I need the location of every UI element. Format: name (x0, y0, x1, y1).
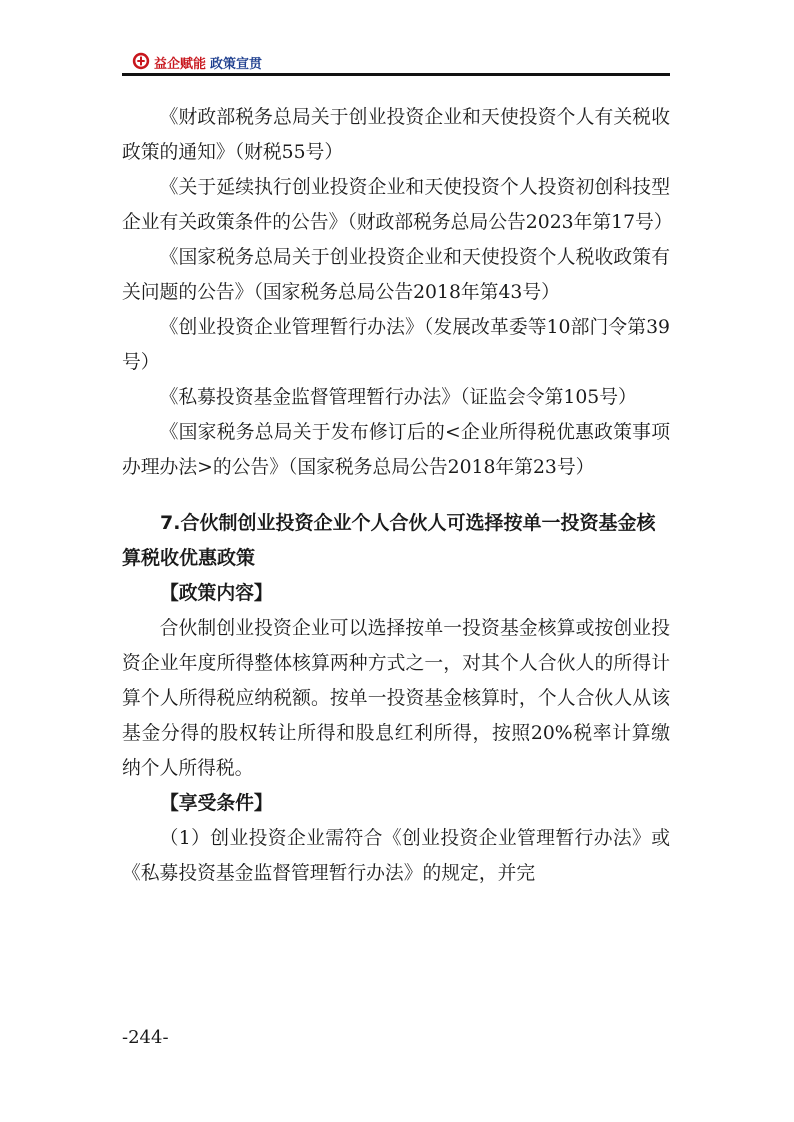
policy-content-label: 【政策内容】 (160, 583, 273, 604)
reference-item: 《国家税务总局关于创业投资企业和天使投资个人税收政策有关问题的公告》（国家税务总局公告2018年第43号） (122, 247, 670, 303)
reference-item: 《财政部税务总局关于创业投资企业和天使投资个人有关税收政策的通知》（财税55号） (122, 107, 670, 163)
reference-item: 《创业投资企业管理暂行办法》（发展改革委等10部门令第39号） (122, 317, 670, 373)
reference-item: 《私募投资基金监督管理暂行办法》（证监会令第105号） (159, 387, 637, 408)
brand-name: 益企赋能 (154, 57, 207, 72)
reference-item: 《国家税务总局关于发布修订后的<企业所得税优惠政策事项办理办法>的公告》（国家税务总局公告2018年第23号） (122, 422, 670, 478)
reference-item: 《关于延续执行创业投资企业和天使投资个人投资初创科技型企业有关政策条件的公告》（财政部税务总局公告2023年第17号） (122, 177, 673, 233)
condition-text: （1）创业投资企业需符合《创业投资企业管理暂行办法》或《私募投资基金监督管理暂行办法》的规定，并完 (122, 828, 670, 884)
company-logo-icon (132, 52, 150, 70)
condition-label: 【享受条件】 (160, 793, 273, 814)
header-rule (122, 73, 670, 76)
page-number: -244- (122, 1027, 169, 1048)
header-brand (154, 53, 262, 72)
policy-content-text: 合伙制创业投资企业可以选择按单一投资基金核算或按创业投资企业年度所得整体核算两种方式之一，对其个人合伙人的所得计算个人所得税应纳税额。按单一投资基金核算时，个人合伙人从该基金分得的股权转让所得和股息红利所得，按照20%税率计算缴纳个人所得税。 (122, 618, 670, 779)
document-body (122, 100, 673, 891)
brand-subtitle: 政策宣贯 (210, 57, 263, 72)
section-heading: 7.合伙制创业投资企业个人合伙人可选择按单一投资基金核算税收优惠政策 (122, 512, 656, 569)
page-header (122, 48, 670, 78)
